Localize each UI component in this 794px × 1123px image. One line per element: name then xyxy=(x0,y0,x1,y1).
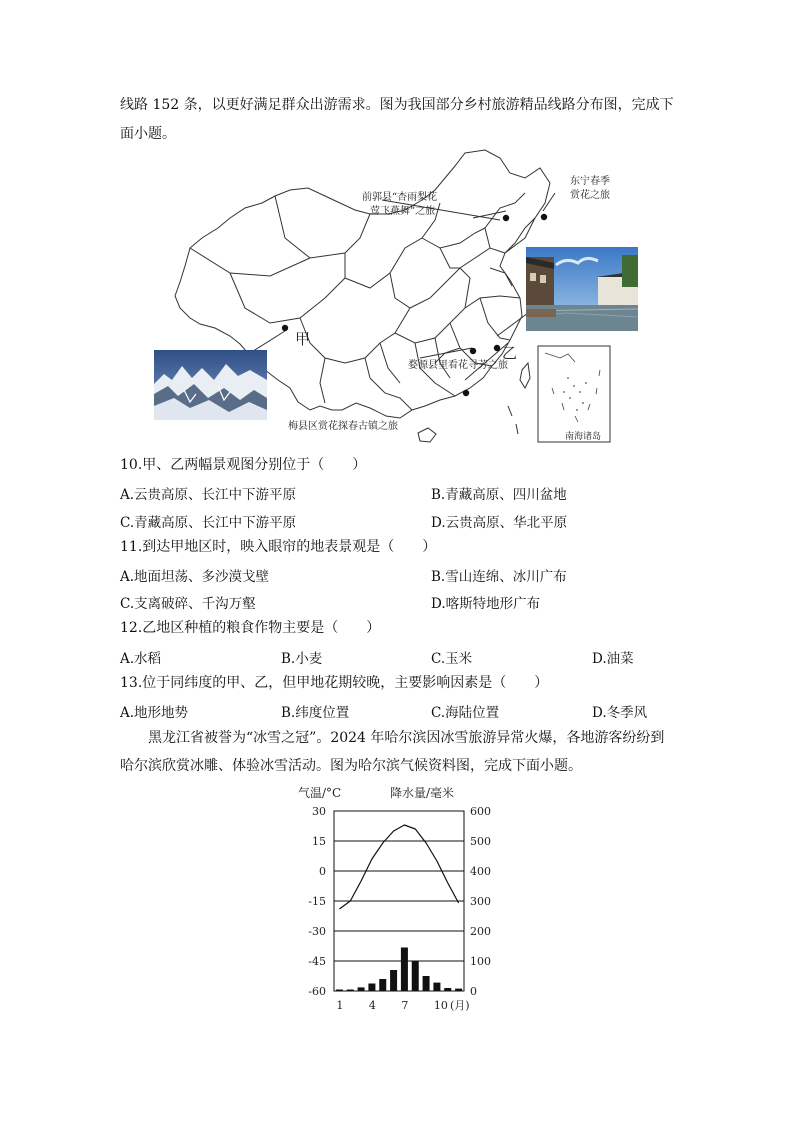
y-left-tick-label: -60 xyxy=(308,985,326,998)
precipitation-bar xyxy=(368,984,375,992)
question-12-option-b[interactable]: B.小麦 xyxy=(281,651,323,667)
label-nanhai: 南海诸岛 xyxy=(565,432,602,442)
y-left-tick-label: 0 xyxy=(319,865,326,878)
point-meixian xyxy=(463,390,469,396)
harbin-climate-chart xyxy=(290,783,510,1018)
precipitation-bar xyxy=(379,979,386,991)
y-left-tick-label: -45 xyxy=(308,955,326,968)
water-town-canal-photo xyxy=(526,247,638,331)
question-12-option-d[interactable]: D.油菜 xyxy=(592,651,634,667)
label-qianguo-line1: 前郭县“杏雨梨花 xyxy=(362,192,438,203)
snow-mountain-glacier-photo xyxy=(154,350,267,420)
y-right-axis-label: 降水量/毫米 xyxy=(390,786,455,800)
question-12-option-c[interactable]: C.玉米 xyxy=(431,651,473,667)
label-meixian: 梅县区赏花探春古镇之旅 xyxy=(288,421,398,432)
precipitation-bar xyxy=(358,987,365,991)
precipitation-bar xyxy=(423,976,430,991)
y-right-tick-label: 500 xyxy=(470,835,491,848)
y-left-tick-label: 15 xyxy=(312,835,326,848)
x-tick-label: 7 xyxy=(401,999,409,1012)
label-dongning-line1: 东宁春季 xyxy=(570,176,610,187)
label-jia: 甲 xyxy=(295,330,311,348)
precipitation-bar xyxy=(347,990,354,992)
point-qianguo xyxy=(503,215,509,221)
precipitation-bar xyxy=(401,948,408,992)
precipitation-bar xyxy=(455,989,462,991)
x-tick-label: 1 xyxy=(336,999,344,1012)
point-dongning xyxy=(541,214,547,220)
label-wuyuan: 婺源县里看花寻芳之旅 xyxy=(408,360,508,371)
question-13-option-a[interactable]: A.地形地势 xyxy=(120,705,189,721)
precipitation-bar xyxy=(412,961,419,991)
precipitation-bar xyxy=(336,990,343,992)
temperature-line xyxy=(339,825,458,909)
passage-line-2: 哈尔滨欣赏冰雕、体验冰雪活动。图为哈尔滨气候资料图，完成下面小题。 xyxy=(120,758,582,774)
label-qianguo-line2: 莺飞燕舞”之旅 xyxy=(370,206,436,217)
question-10-option-b[interactable]: B.青藏高原、四川盆地 xyxy=(431,487,567,503)
y-right-tick-label: 600 xyxy=(470,805,491,818)
point-wuyuan xyxy=(470,348,476,354)
question-12-option-a[interactable]: A.水稻 xyxy=(120,651,162,667)
precipitation-bar xyxy=(390,970,397,991)
y-right-tick-label: 300 xyxy=(470,895,491,908)
y-right-tick-label: 400 xyxy=(470,865,491,878)
y-left-tick-label: -15 xyxy=(308,895,326,908)
question-13-option-b[interactable]: B.纬度位置 xyxy=(281,705,350,721)
x-tick-label: 4 xyxy=(368,999,376,1012)
y-left-tick-label: 30 xyxy=(312,805,326,818)
point-jia xyxy=(282,325,288,331)
y-left-axis-label: 气温/°C xyxy=(298,786,342,800)
intro-line-2: 面小题。 xyxy=(120,126,176,142)
intro-line-1: 线路 152 条，以更好满足群众出游需求。图为我国部分乡村旅游精品线路分布图，完成下 xyxy=(120,97,674,113)
question-11-option-d[interactable]: D.喀斯特地形广布 xyxy=(431,596,541,612)
y-right-tick-label: 0 xyxy=(470,985,477,998)
passage-line-1: 黑龙江省被誉为“冰雪之冠”。2024 年哈尔滨因冰雪旅游异常火爆，各地游客纷纷到 xyxy=(148,730,665,746)
question-12-stem: 12.乙地区种植的粮食作物主要是（ ） xyxy=(120,620,381,636)
question-10-option-d[interactable]: D.云贵高原、华北平原 xyxy=(431,515,568,531)
question-10-stem: 10.甲、乙两幅景观图分别位于（ ） xyxy=(120,457,367,473)
question-11-option-b[interactable]: B.雪山连绵、冰川广布 xyxy=(431,569,567,585)
precipitation-bar xyxy=(433,983,440,991)
label-dongning-line2: 赏花之旅 xyxy=(570,190,610,201)
question-13-option-c[interactable]: C.海陆位置 xyxy=(431,705,500,721)
label-yi: 乙 xyxy=(502,344,518,362)
x-tick-label: (月) xyxy=(450,999,470,1012)
y-left-tick-label: -30 xyxy=(308,925,326,938)
precipitation-bar xyxy=(444,988,451,991)
question-13-option-d[interactable]: D.冬季风 xyxy=(592,705,648,721)
question-11-option-a[interactable]: A.地面坦荡、多沙漠戈壁 xyxy=(120,569,270,585)
china-map-figure xyxy=(150,148,650,446)
y-right-tick-label: 100 xyxy=(470,955,491,968)
question-11-option-c[interactable]: C.支离破碎、千沟万壑 xyxy=(120,596,256,612)
y-right-tick-label: 200 xyxy=(470,925,491,938)
question-10-option-a[interactable]: A.云贵高原、长江中下游平原 xyxy=(120,487,297,503)
point-yi xyxy=(494,345,500,351)
x-tick-label: 10 xyxy=(433,999,448,1012)
question-11-stem: 11.到达甲地区时，映入眼帘的地表景观是（ ） xyxy=(120,539,437,555)
question-13-stem: 13.位于同纬度的甲、乙，但甲地花期较晚，主要影响因素是（ ） xyxy=(120,675,549,691)
question-10-option-c[interactable]: C.青藏高原、长江中下游平原 xyxy=(120,515,297,531)
